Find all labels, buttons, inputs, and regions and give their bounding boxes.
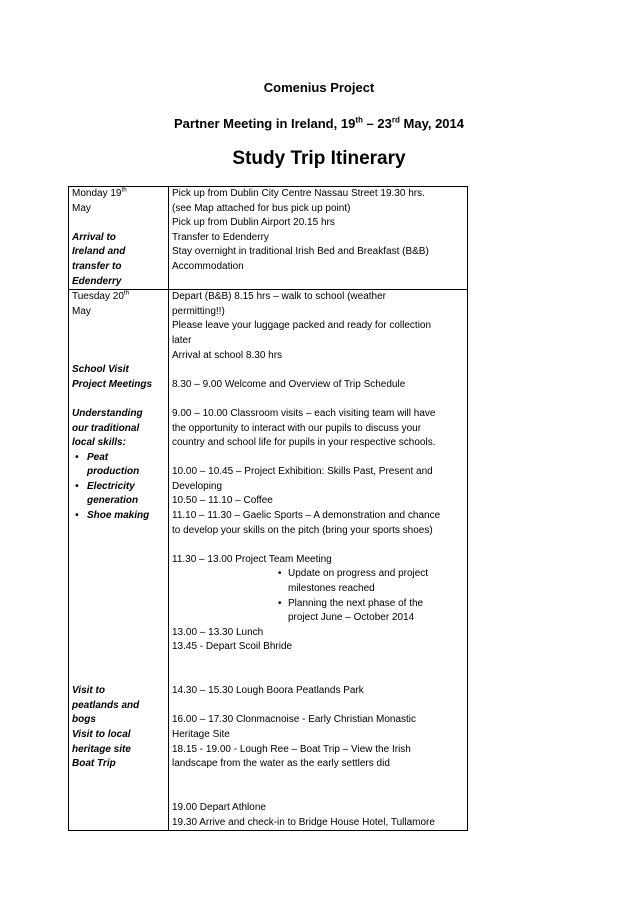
itinerary-row-monday (69, 187, 468, 290)
schedule-line: later (172, 334, 192, 346)
schedule-line: Stay overnight in traditional Irish Bed and Breakfast (B&B) (172, 246, 429, 258)
activity-label: Boat Trip (72, 758, 116, 770)
bullet-icon: • (75, 480, 79, 492)
itinerary-row-tuesday (69, 290, 468, 831)
schedule-line: 8.30 – 9.00 Welcome and Overview of Trip Schedule (172, 378, 406, 390)
meeting-point: • Update on progress and project (172, 567, 464, 582)
schedule-line: 11.30 – 13.00 Project Team Meeting (172, 553, 332, 565)
day-date: Monday 19th (72, 186, 127, 199)
bullet-icon: • (75, 510, 79, 522)
schedule-line: Please leave your luggage packed and ready for collection (172, 320, 432, 332)
activity-label: Visit to (72, 685, 105, 697)
schedule-line: 13.00 – 13.30 Lunch (172, 626, 264, 638)
page-title: Study Trip Itinerary (232, 148, 406, 169)
activity-label: Edenderry (72, 275, 122, 287)
itinerary-table (68, 186, 468, 831)
schedule-cell-monday (169, 187, 468, 290)
activity-label: Visit to local (72, 728, 131, 740)
activity-label: peatlands and (72, 699, 140, 711)
schedule-line: the opportunity to interact with our pupils to discuss your (172, 422, 422, 434)
schedule-line: Depart (B&B) 8.15 hrs – walk to school (weather (172, 291, 386, 303)
meeting-point: project June – October 2014 (288, 612, 415, 624)
schedule-line: (see Map attached for bus pick up point) (172, 202, 351, 214)
day-month: May (72, 305, 91, 317)
bullet-icon: • (75, 451, 79, 463)
schedule-line: Heritage Site (172, 728, 230, 740)
activity-label: bogs (72, 714, 96, 726)
schedule-line: 13.45 - Depart Scoil Bhride (172, 641, 293, 653)
project-heading: Comenius Project (263, 80, 375, 95)
schedule-line: Accommodation (172, 260, 244, 272)
schedule-line: 19.00 Depart Athlone (172, 801, 266, 813)
activity-label: local skills: (72, 437, 126, 449)
skill-item: • Shoe making (72, 509, 165, 524)
activity-label: School Visit (72, 364, 129, 376)
schedule-line: landscape from the water as the early settlers did (172, 758, 390, 770)
schedule-line: to develop your skills on the pitch (bring your sports shoes) (172, 524, 433, 536)
schedule-line: Pick up from Dublin Airport 20.15 hrs (172, 217, 335, 229)
schedule-line: 10.00 – 10.45 – Project Exhibition: Skills Past, Present and (172, 466, 433, 478)
schedule-cell-tuesday (169, 290, 468, 831)
schedule-line: Pick up from Dublin City Centre Nassau Street 19.30 hrs. (172, 188, 425, 199)
bullet-icon: • (278, 597, 282, 609)
schedule-line: 11.10 – 11.30 – Gaelic Sports – A demonstration and chance (172, 510, 441, 522)
skill-item: generation (87, 495, 139, 507)
skill-item: • Peat (72, 451, 165, 466)
activity-label: Arrival to (72, 231, 116, 243)
skill-item: production (87, 466, 140, 478)
schedule-line: permitting!!) (172, 305, 225, 317)
activity-label: our traditional (72, 422, 140, 434)
schedule-line: 19.30 Arrive and check-in to Bridge House Hotel, Tullamore (172, 816, 435, 828)
day-date: Tuesday 20th (72, 289, 130, 303)
day-cell-monday (69, 187, 169, 290)
activity-label: Project Meetings (72, 378, 153, 390)
day-cell-tuesday (69, 290, 169, 831)
schedule-line: Developing (172, 480, 223, 492)
schedule-line: Transfer to Edenderry (172, 231, 269, 243)
skill-item: • Electricity (72, 480, 165, 495)
schedule-line: country and school life for pupils in your respective schools. (172, 437, 436, 449)
activity-label: Understanding (72, 407, 143, 419)
meeting-point: • Planning the next phase of the (172, 597, 464, 612)
activity-label: heritage site (72, 743, 131, 755)
activity-label: transfer to (72, 260, 122, 272)
day-month: May (72, 202, 91, 214)
activity-label: Ireland and (72, 246, 126, 258)
schedule-line: 9.00 – 10.00 Classroom visits – each visiting team will have (172, 407, 436, 419)
schedule-line: 14.30 – 15.30 Lough Boora Peatlands Park (172, 685, 364, 697)
schedule-line: 18.15 - 19.00 - Lough Ree – Boat Trip – View the Irish (172, 743, 411, 755)
schedule-line: 10.50 – 11.10 – Coffee (172, 495, 273, 507)
schedule-line: Arrival at school 8.30 hrs (172, 349, 283, 361)
meeting-point: milestones reached (288, 583, 375, 595)
schedule-line: 16.00 – 17.30 Clonmacnoise - Early Christian Monastic (172, 714, 417, 726)
bullet-icon: • (278, 568, 282, 580)
meeting-heading: Partner Meeting in Ireland, 19th – 23rd May, 2014 (173, 115, 464, 131)
